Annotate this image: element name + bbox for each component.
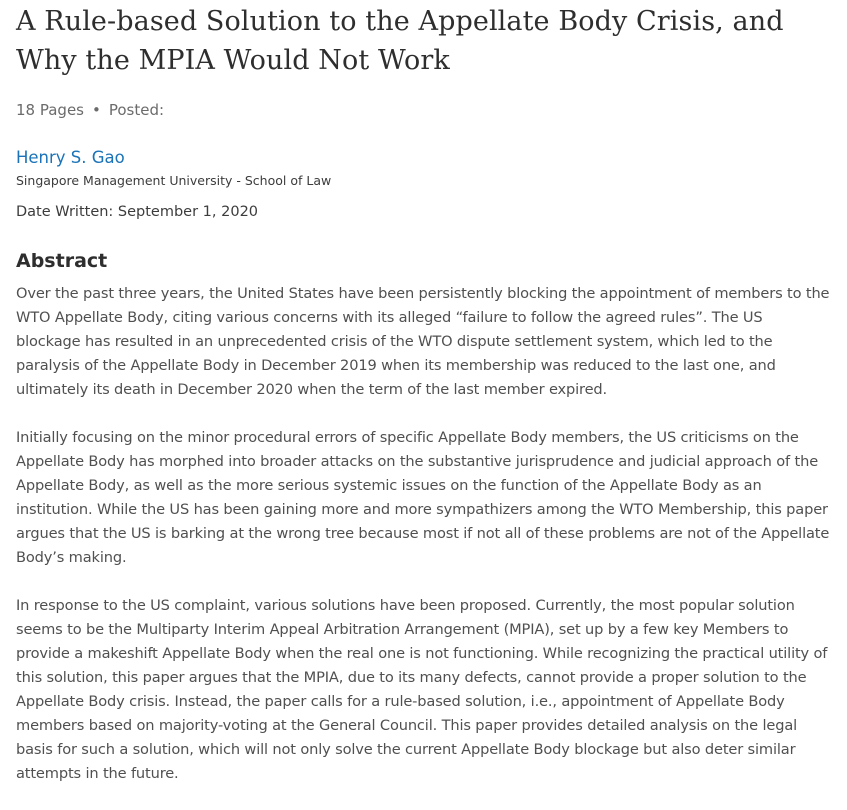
meta-separator: • xyxy=(91,101,101,119)
date-written: Date Written: September 1, 2020 xyxy=(16,204,259,220)
page-count: 18 Pages xyxy=(16,101,84,119)
paper-page xyxy=(16,0,831,810)
paper-meta xyxy=(16,100,831,120)
abstract-body xyxy=(16,282,831,786)
abstract-paragraph: In response to the US complaint, various solutions have been proposed. Currently, the most popular solution seems to be the Multiparty Interim Appeal Arbitration Arrangement (MPIA), set up by a few key Members to provide a makeshift Appellate Body when the real one is not functioning. While recognizing the practical utility of this solution, this paper argues that the MPIA, due to its many defects, cannot provide a proper solution to the Appellate Body crisis. Instead, the paper calls for a rule-based solution, i.e., appointment of Appellate Body members based on majority-voting at the General Council. This paper provides detailed analysis on the legal basis for such a solution, which will not only solve the current Appellate Body blockage but also deter similar attempts in the future. xyxy=(16,597,828,782)
posted-label: Posted: xyxy=(108,101,165,119)
paper-title: A Rule-based Solution to the Appellate Body Crisis, and Why the MPIA Would Not Work xyxy=(16,6,784,76)
abstract-heading: Abstract xyxy=(16,250,108,272)
author-link[interactable]: Henry S. Gao xyxy=(16,148,125,167)
abstract-paragraph: Over the past three years, the United States have been persistently blocking the appointment of members to the WTO Appellate Body, citing various concerns with its alleged “failure to follow the agreed rules”. The US blockage has resulted in an unprecedented crisis of the WTO dispute settlement system, which led to the paralysis of the Appellate Body in December 2019 when its membership was reduced to the last one, and ultimately its death in December 2020 when the term of the last member expired. xyxy=(16,285,830,398)
author-affiliation: Singapore Management University - School of Law xyxy=(16,173,332,188)
abstract-paragraph: Initially focusing on the minor procedural errors of specific Appellate Body members, the US criticisms on the Appellate Body has morphed into broader attacks on the substantive jurisprudence and judicial approach of the Appellate Body, as well as the more serious systemic issues on the function of the Appellate Body as an institution. While the US has been gaining more and more sympathizers among the WTO Membership, this paper argues that the US is barking at the wrong tree because most if not all of these problems are not of the Appellate Body’s making. xyxy=(16,429,830,566)
